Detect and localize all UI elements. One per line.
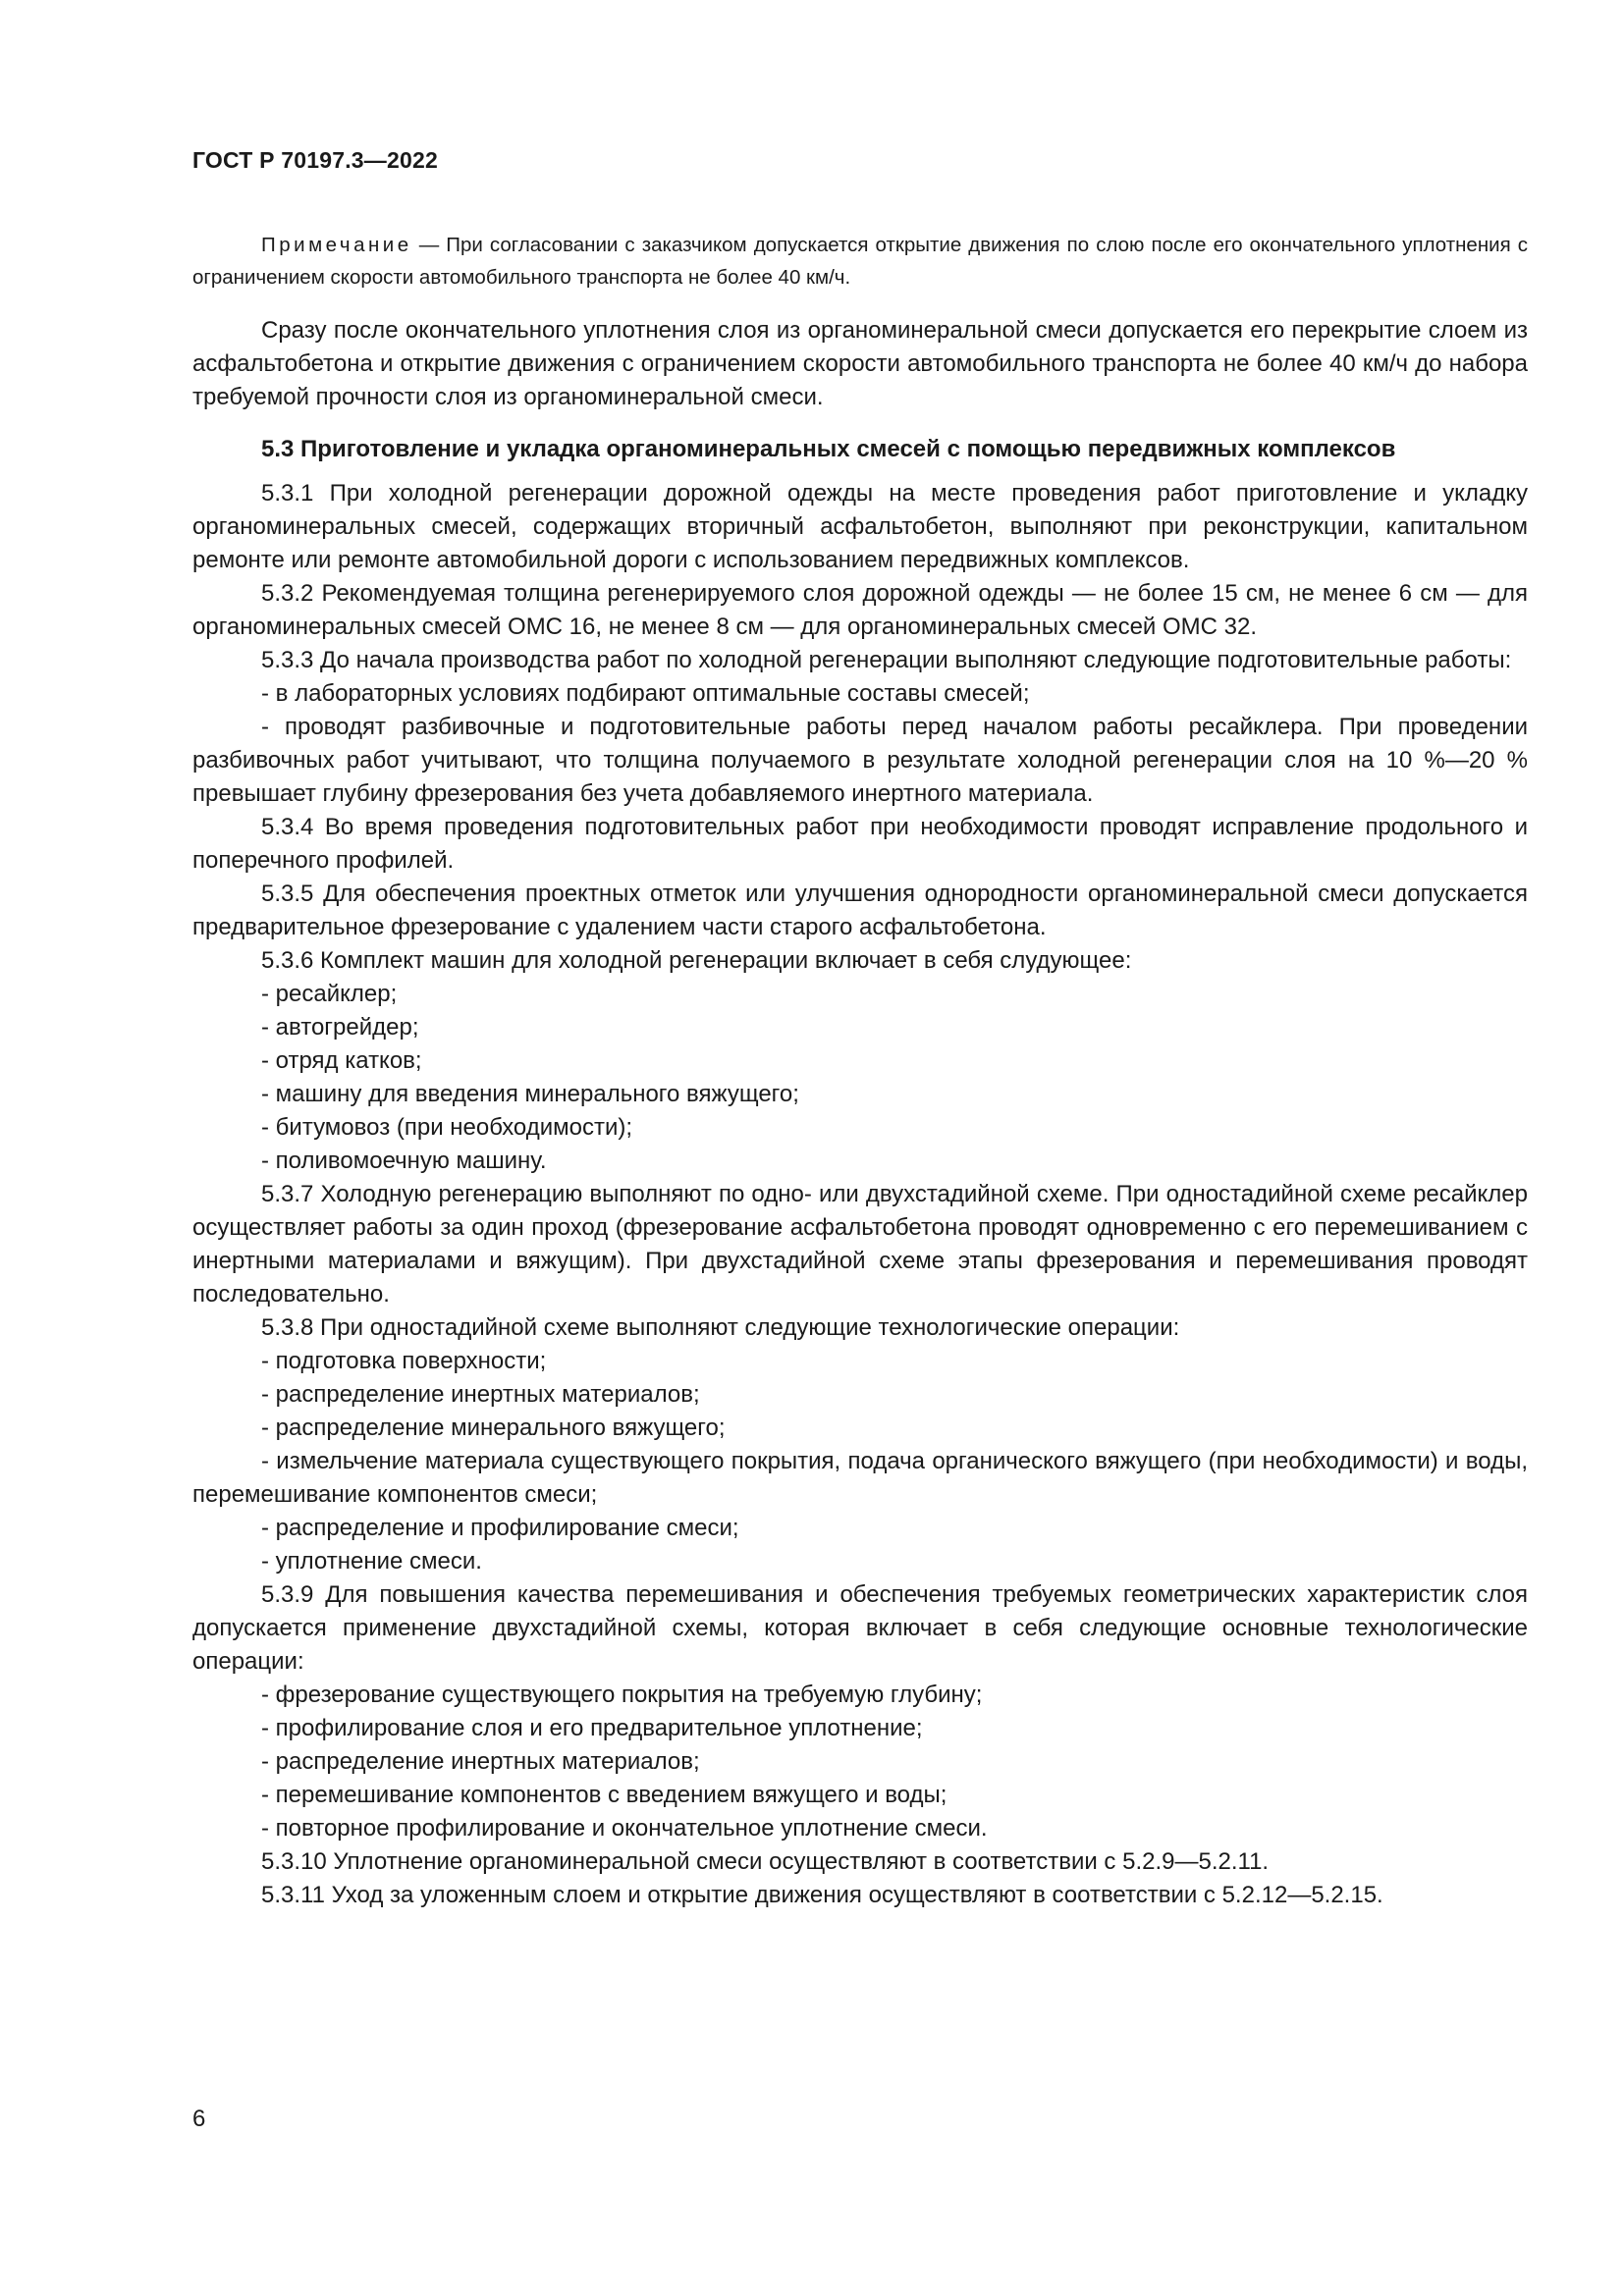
list-item: - измельчение материала существующего покрытия, подача органического вяжущего (при необходимости) и воды, перемешивание компонентов смеси; [192, 1448, 1528, 1508]
list-item: - уплотнение смеси. [261, 1548, 482, 1575]
note-label: Примечание [261, 234, 412, 256]
clause-paragraph: 5.3.2 Рекомендуемая толщина регенерируемого слоя дорожной одежды — не более 15 см, не менее 6 см — для органоминеральных смесей ОМС 16, не менее 8 см — для органоминеральных смесей ОМС 32. [192, 580, 1528, 640]
list-item: - ресайклер; [261, 981, 398, 1007]
list-item: - распределение минерального вяжущего; [261, 1415, 726, 1441]
clause-paragraph: 5.3.4 Во время проведения подготовительных работ при необходимости проводят исправление продольного и поперечного профилей. [192, 814, 1528, 874]
clause-paragraph: 5.3.9 Для повышения качества перемешивания и обеспечения требуемых геометрических характеристик слоя допускается применение двухстадийной схемы, которая включает в себя следующие основные технологические операции: [192, 1581, 1528, 1675]
list-item: - автогрейдер; [261, 1014, 419, 1041]
intro-paragraph: Сразу после окончательного уплотнения слоя из органоминеральной смеси допускается его перекрытие слоем из асфальтобетона и открытие движения с ограничением скорости автомобильного транспорта не более 40 км/ч до набора требуемой прочности слоя из органоминеральной смеси. [192, 317, 1528, 410]
list-item: - проводят разбивочные и подготовительные работы перед началом работы ресайклера. При проведении разбивочных работ учитывают, что толщина получаемого в результате холодной регенерации слоя на 10 %—20 % превышает глубину фрезерования без учета добавляемого инертного материала. [192, 714, 1528, 807]
page-number: 6 [192, 2106, 206, 2132]
list-item: - распределение и профилирование смеси; [261, 1515, 739, 1541]
clause-paragraph: 5.3.10 Уплотнение органоминеральной смеси осуществляют в соответствии с 5.2.9—5.2.11. [261, 1848, 1270, 1875]
list-item: - перемешивание компонентов с введением вяжущего и воды; [261, 1782, 947, 1808]
clause-paragraph: 5.3.3 До начала производства работ по холодной регенерации выполняют следующие подготовительные работы: [261, 647, 1512, 673]
clause-paragraph: 5.3.1 При холодной регенерации дорожной одежды на месте проведения работ приготовление и укладку органоминеральных смесей, содержащих вторичный асфальтобетон, выполняют при реконструкции, капитальном ремонте или ремонте автомобильной дороги с использованием передвижных комплексов. [192, 480, 1528, 573]
clause-paragraph: 5.3.5 Для обеспечения проектных отметок или улучшения однородности органоминеральной смеси допускается предварительное фрезерование с удалением части старого асфальтобетона. [192, 881, 1528, 940]
list-item: - распределение инертных материалов; [261, 1748, 700, 1775]
list-item: - повторное профилирование и окончательное уплотнение смеси. [261, 1815, 988, 1842]
section-title: 5.3 Приготовление и укладка органоминеральных смесей с помощью передвижных комплексов [261, 436, 1396, 462]
note-paragraph [192, 229, 1528, 294]
section-body [192, 477, 1528, 1912]
clause-paragraph: 5.3.11 Уход за уложенным слоем и открытие движения осуществляют в соответствии с 5.2.12—5.2.15. [261, 1882, 1383, 1908]
clause-paragraph: 5.3.6 Комплект машин для холодной регенерации включает в себя слудующее: [261, 947, 1132, 974]
clause-paragraph: 5.3.8 При одностадийной схеме выполняют следующие технологические операции: [261, 1314, 1180, 1341]
list-item: - профилирование слоя и его предварительное уплотнение; [261, 1715, 923, 1741]
document-page [192, 147, 1528, 1912]
note-text: — При согласовании с заказчиком допускается открытие движения по слою после его окончательного уплотнения с ограничением скорости автомобильного транспорта не более 40 км/ч. [192, 234, 1528, 289]
list-item: - распределение инертных материалов; [261, 1381, 700, 1408]
list-item: - подготовка поверхности; [261, 1348, 547, 1374]
document-header: ГОСТ Р 70197.3—2022 [192, 147, 438, 173]
list-item: - фрезерование существующего покрытия на требуемую глубину; [261, 1682, 983, 1708]
list-item: - поливомоечную машину. [261, 1148, 547, 1174]
clause-paragraph: 5.3.7 Холодную регенерацию выполняют по одно- или двухстадийной схеме. При одностадийной схеме ресайклер осуществляет работы за один проход (фрезерование асфальтобетона проводят одновременно с его перемешиванием с инертными материалами и вяжущим). При двухстадийной схеме этапы фрезерования и перемешивания проводят последовательно. [192, 1181, 1528, 1308]
list-item: - битумовоз (при необходимости); [261, 1114, 633, 1141]
list-item: - в лабораторных условиях подбирают оптимальные составы смесей; [261, 680, 1030, 707]
list-item: - машину для введения минерального вяжущего; [261, 1081, 799, 1107]
list-item: - отряд катков; [261, 1047, 422, 1074]
